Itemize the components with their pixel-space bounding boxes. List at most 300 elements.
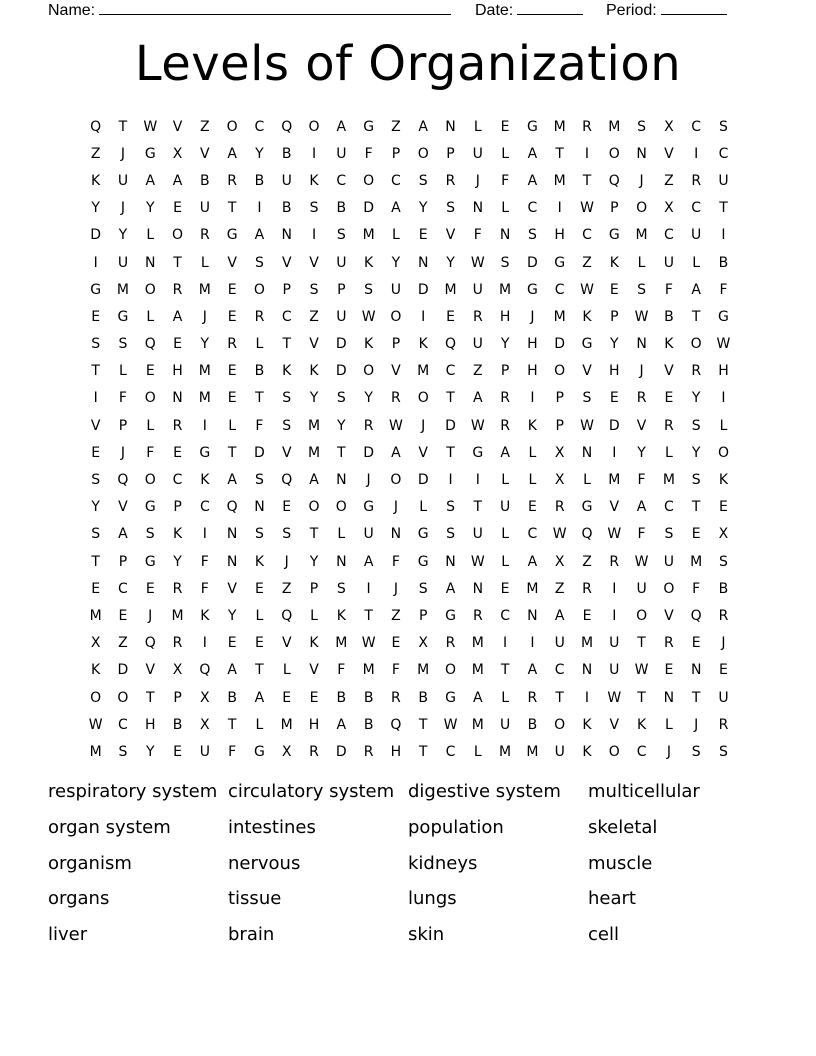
grid-letter[interactable]: R: [445, 635, 456, 652]
grid-letter[interactable]: Y: [200, 336, 210, 353]
grid-letter[interactable]: M: [553, 172, 566, 189]
grid-letter[interactable]: Y: [691, 390, 701, 407]
grid-letter[interactable]: X: [554, 553, 565, 570]
grid-letter[interactable]: D: [335, 336, 347, 353]
grid-letter[interactable]: C: [554, 281, 565, 298]
grid-letter[interactable]: X: [554, 472, 565, 489]
grid-letter[interactable]: K: [718, 472, 729, 489]
grid-letter[interactable]: I: [612, 607, 617, 624]
grid-letter[interactable]: L: [146, 308, 155, 325]
grid-letter[interactable]: L: [146, 417, 155, 434]
grid-letter[interactable]: O: [417, 145, 429, 162]
grid-letter[interactable]: R: [554, 499, 565, 516]
grid-letter[interactable]: E: [255, 635, 264, 652]
grid-letter[interactable]: V: [309, 254, 319, 271]
grid-letter[interactable]: J: [202, 308, 207, 325]
grid-letter[interactable]: D: [363, 200, 374, 217]
grid-letter[interactable]: D: [335, 743, 347, 760]
grid-letter[interactable]: P: [173, 499, 182, 516]
grid-letter[interactable]: Z: [90, 145, 101, 162]
grid-letter[interactable]: D: [254, 444, 265, 461]
name-blank[interactable]: [99, 0, 451, 15]
grid-letter[interactable]: T: [337, 444, 346, 461]
grid-letter[interactable]: V: [664, 607, 674, 624]
grid-letter[interactable]: H: [390, 743, 402, 760]
grid-letter[interactable]: W: [552, 526, 567, 543]
grid-letter[interactable]: M: [471, 635, 484, 652]
grid-letter[interactable]: V: [445, 227, 456, 244]
grid-letter[interactable]: Q: [444, 336, 457, 353]
grid-letter[interactable]: E: [527, 499, 537, 516]
grid-letter[interactable]: A: [227, 472, 237, 489]
grid-letter[interactable]: K: [309, 172, 319, 189]
grid-letter[interactable]: S: [91, 526, 101, 543]
grid-letter[interactable]: I: [557, 200, 562, 217]
period-blank[interactable]: [661, 0, 727, 15]
grid-letter[interactable]: R: [227, 172, 237, 189]
grid-letter[interactable]: L: [392, 227, 400, 244]
grid-letter[interactable]: S: [446, 200, 455, 217]
grid-letter[interactable]: C: [691, 118, 702, 135]
grid-letter[interactable]: P: [391, 145, 401, 162]
grid-letter[interactable]: P: [173, 689, 182, 706]
grid-letter[interactable]: W: [607, 689, 622, 706]
grid-letter[interactable]: O: [690, 336, 702, 353]
grid-letter[interactable]: Q: [117, 472, 129, 489]
grid-letter[interactable]: H: [499, 308, 511, 325]
grid-letter[interactable]: J: [120, 145, 126, 162]
grid-letter[interactable]: E: [418, 227, 428, 244]
grid-letter[interactable]: X: [200, 716, 210, 733]
grid-letter[interactable]: C: [636, 743, 647, 760]
grid-letter[interactable]: D: [417, 281, 429, 298]
grid-letter[interactable]: E: [609, 390, 619, 407]
grid-letter[interactable]: Q: [281, 472, 293, 489]
grid-letter[interactable]: N: [636, 145, 647, 162]
grid-letter[interactable]: Y: [173, 553, 182, 570]
grid-letter[interactable]: O: [308, 118, 320, 135]
grid-letter[interactable]: G: [144, 145, 156, 162]
grid-letter[interactable]: Z: [582, 254, 592, 271]
grid-letter[interactable]: Q: [281, 118, 293, 135]
grid-letter[interactable]: U: [609, 635, 620, 652]
grid-letter[interactable]: A: [554, 607, 565, 624]
grid-letter[interactable]: V: [172, 118, 183, 135]
grid-letter[interactable]: R: [199, 227, 210, 244]
grid-letter[interactable]: B: [281, 200, 292, 217]
grid-letter[interactable]: Z: [200, 118, 210, 135]
grid-letter[interactable]: H: [172, 363, 183, 380]
grid-letter[interactable]: N: [663, 689, 675, 706]
grid-letter[interactable]: N: [226, 553, 238, 570]
grid-letter[interactable]: F: [200, 580, 209, 597]
grid-letter[interactable]: S: [719, 118, 728, 135]
grid-letter[interactable]: S: [637, 118, 647, 135]
grid-letter[interactable]: J: [366, 472, 371, 489]
grid-letter[interactable]: P: [446, 145, 455, 162]
grid-letter[interactable]: U: [499, 716, 511, 733]
grid-letter[interactable]: R: [527, 689, 538, 706]
grid-letter[interactable]: T: [418, 716, 428, 733]
period-field[interactable]: [606, 0, 727, 20]
grid-letter[interactable]: U: [390, 281, 402, 298]
grid-letter[interactable]: G: [363, 499, 375, 516]
grid-letter[interactable]: I: [202, 417, 207, 434]
grid-letter[interactable]: K: [418, 336, 428, 353]
grid-letter[interactable]: T: [418, 743, 428, 760]
grid-letter[interactable]: W: [716, 336, 731, 353]
grid-letter[interactable]: A: [254, 227, 265, 244]
grid-letter[interactable]: A: [527, 553, 538, 570]
grid-letter[interactable]: M: [307, 417, 321, 434]
grid-letter[interactable]: W: [143, 118, 158, 135]
grid-letter[interactable]: O: [608, 743, 620, 760]
grid-letter[interactable]: X: [418, 635, 428, 652]
grid-letter[interactable]: C: [527, 526, 538, 543]
grid-letter[interactable]: M: [499, 743, 512, 760]
grid-letter[interactable]: Y: [446, 254, 455, 271]
grid-letter[interactable]: O: [390, 308, 402, 325]
grid-letter[interactable]: N: [581, 444, 593, 461]
grid-letter[interactable]: X: [664, 200, 674, 217]
grid-letter[interactable]: L: [146, 227, 155, 244]
grid-letter[interactable]: K: [254, 553, 265, 570]
grid-letter[interactable]: U: [336, 145, 347, 162]
grid-letter[interactable]: A: [336, 716, 347, 733]
grid-letter[interactable]: S: [282, 417, 292, 434]
grid-letter[interactable]: Y: [309, 390, 319, 407]
grid-letter[interactable]: L: [310, 607, 318, 624]
grid-letter[interactable]: R: [363, 743, 374, 760]
grid-letter[interactable]: T: [691, 689, 701, 706]
grid-letter[interactable]: T: [691, 499, 701, 516]
grid-letter[interactable]: J: [421, 417, 426, 434]
grid-letter[interactable]: G: [254, 743, 265, 760]
grid-letter[interactable]: J: [284, 553, 289, 570]
grid-letter[interactable]: R: [691, 172, 702, 189]
grid-letter[interactable]: M: [471, 716, 484, 733]
grid-letter[interactable]: P: [555, 390, 564, 407]
grid-letter[interactable]: V: [281, 254, 292, 271]
grid-letter[interactable]: V: [609, 716, 620, 733]
grid-letter[interactable]: N: [445, 553, 456, 570]
grid-letter[interactable]: K: [282, 363, 292, 380]
grid-letter[interactable]: J: [120, 444, 126, 461]
grid-letter[interactable]: B: [281, 145, 292, 162]
grid-letter[interactable]: U: [336, 254, 347, 271]
grid-letter[interactable]: O: [717, 444, 729, 461]
grid-letter[interactable]: V: [281, 444, 292, 461]
grid-letter[interactable]: E: [173, 200, 182, 217]
grid-letter[interactable]: F: [255, 417, 264, 434]
grid-letter[interactable]: T: [473, 499, 483, 516]
grid-letter[interactable]: B: [254, 363, 265, 380]
grid-letter[interactable]: G: [718, 308, 729, 325]
grid-letter[interactable]: M: [608, 118, 621, 135]
grid-letter[interactable]: Y: [391, 254, 401, 271]
grid-letter[interactable]: V: [145, 662, 156, 679]
grid-letter[interactable]: Z: [664, 172, 674, 189]
grid-letter[interactable]: N: [336, 553, 347, 570]
grid-letter[interactable]: Q: [281, 607, 293, 624]
grid-letter[interactable]: M: [635, 227, 648, 244]
grid-letter[interactable]: C: [582, 227, 592, 244]
grid-letter[interactable]: V: [391, 363, 401, 380]
grid-letter[interactable]: T: [282, 336, 291, 353]
grid-letter[interactable]: X: [718, 526, 729, 543]
grid-letter[interactable]: S: [500, 254, 510, 271]
grid-letter[interactable]: T: [173, 254, 182, 271]
grid-letter[interactable]: A: [309, 472, 319, 489]
grid-letter[interactable]: S: [282, 390, 292, 407]
grid-letter[interactable]: K: [582, 308, 592, 325]
grid-letter[interactable]: H: [718, 363, 729, 380]
grid-letter[interactable]: E: [91, 444, 101, 461]
grid-letter[interactable]: L: [637, 254, 646, 271]
grid-letter[interactable]: E: [145, 363, 155, 380]
grid-letter[interactable]: G: [472, 444, 484, 461]
grid-letter[interactable]: N: [472, 200, 484, 217]
grid-letter[interactable]: E: [173, 336, 182, 353]
grid-letter[interactable]: N: [390, 526, 402, 543]
grid-letter[interactable]: F: [473, 227, 482, 244]
grid-letter[interactable]: V: [90, 417, 101, 434]
grid-letter[interactable]: J: [639, 172, 644, 189]
grid-letter[interactable]: A: [336, 118, 347, 135]
grid-letter[interactable]: F: [719, 281, 728, 298]
grid-letter[interactable]: B: [336, 200, 347, 217]
grid-letter[interactable]: A: [473, 689, 483, 706]
grid-letter[interactable]: E: [719, 499, 728, 516]
grid-letter[interactable]: S: [145, 526, 155, 543]
grid-letter[interactable]: J: [393, 580, 398, 597]
grid-letter[interactable]: A: [145, 172, 156, 189]
grid-letter[interactable]: D: [90, 227, 102, 244]
grid-letter[interactable]: F: [637, 526, 646, 543]
grid-letter[interactable]: O: [90, 689, 102, 706]
grid-letter[interactable]: T: [227, 200, 237, 217]
grid-letter[interactable]: K: [582, 743, 592, 760]
grid-letter[interactable]: C: [663, 499, 674, 516]
grid-letter[interactable]: S: [336, 390, 346, 407]
grid-letter[interactable]: F: [337, 662, 346, 679]
grid-letter[interactable]: E: [255, 580, 264, 597]
grid-letter[interactable]: F: [391, 662, 400, 679]
grid-letter[interactable]: O: [144, 472, 156, 489]
grid-letter[interactable]: K: [200, 472, 210, 489]
grid-letter[interactable]: T: [637, 689, 646, 706]
grid-letter[interactable]: O: [417, 390, 429, 407]
grid-letter[interactable]: L: [419, 499, 428, 516]
grid-letter[interactable]: Y: [255, 145, 264, 162]
grid-letter[interactable]: A: [527, 145, 538, 162]
grid-letter[interactable]: T: [691, 308, 701, 325]
grid-letter[interactable]: O: [554, 716, 566, 733]
grid-letter[interactable]: W: [388, 417, 403, 434]
grid-letter[interactable]: M: [335, 635, 348, 652]
grid-letter[interactable]: S: [446, 526, 455, 543]
grid-letter[interactable]: O: [172, 227, 184, 244]
grid-letter[interactable]: L: [337, 526, 346, 543]
grid-letter[interactable]: O: [444, 662, 457, 679]
grid-letter[interactable]: V: [609, 499, 620, 516]
grid-letter[interactable]: M: [608, 472, 621, 489]
grid-letter[interactable]: F: [364, 145, 373, 162]
grid-letter[interactable]: U: [636, 580, 647, 597]
grid-letter[interactable]: G: [581, 499, 593, 516]
grid-letter[interactable]: E: [446, 308, 455, 325]
grid-letter[interactable]: N: [527, 607, 538, 624]
grid-letter[interactable]: A: [172, 172, 183, 189]
grid-letter[interactable]: W: [580, 200, 594, 217]
grid-letter[interactable]: I: [584, 689, 590, 706]
grid-letter[interactable]: M: [471, 662, 484, 679]
grid-letter[interactable]: E: [118, 607, 128, 624]
grid-letter[interactable]: T: [446, 444, 455, 461]
grid-letter[interactable]: I: [475, 472, 480, 489]
grid-letter[interactable]: O: [308, 499, 320, 516]
grid-letter[interactable]: M: [198, 363, 211, 380]
grid-letter[interactable]: C: [663, 227, 674, 244]
grid-letter[interactable]: S: [691, 472, 701, 489]
grid-letter[interactable]: J: [666, 743, 671, 760]
grid-letter[interactable]: R: [254, 308, 265, 325]
grid-letter[interactable]: L: [282, 662, 291, 679]
grid-letter[interactable]: Q: [90, 118, 102, 135]
grid-letter[interactable]: R: [500, 417, 510, 434]
grid-letter[interactable]: K: [309, 635, 319, 652]
grid-letter[interactable]: A: [418, 118, 428, 135]
grid-letter[interactable]: M: [89, 607, 102, 624]
grid-letter[interactable]: A: [473, 390, 483, 407]
date-blank[interactable]: [517, 0, 583, 15]
grid-letter[interactable]: C: [527, 200, 538, 217]
grid-letter[interactable]: A: [500, 444, 510, 461]
grid-letter[interactable]: R: [172, 281, 183, 298]
grid-letter[interactable]: Q: [608, 172, 620, 189]
grid-letter[interactable]: K: [172, 526, 183, 543]
grid-letter[interactable]: Q: [199, 662, 211, 679]
grid-letter[interactable]: V: [118, 499, 128, 516]
grid-letter[interactable]: I: [93, 254, 98, 271]
grid-letter[interactable]: F: [228, 743, 237, 760]
grid-letter[interactable]: U: [718, 172, 729, 189]
grid-letter[interactable]: R: [445, 172, 456, 189]
grid-letter[interactable]: W: [580, 417, 594, 434]
grid-letter[interactable]: I: [257, 200, 262, 217]
grid-letter[interactable]: A: [254, 689, 265, 706]
grid-letter[interactable]: V: [227, 254, 237, 271]
grid-letter[interactable]: D: [363, 444, 374, 461]
grid-letter[interactable]: M: [116, 281, 129, 298]
grid-letter[interactable]: L: [664, 444, 673, 461]
grid-letter[interactable]: V: [418, 444, 428, 461]
grid-letter[interactable]: I: [311, 227, 317, 244]
grid-letter[interactable]: M: [89, 743, 102, 760]
grid-letter[interactable]: X: [172, 662, 183, 679]
grid-letter[interactable]: I: [93, 390, 98, 407]
grid-letter[interactable]: G: [90, 281, 102, 298]
grid-letter[interactable]: E: [719, 662, 728, 679]
grid-letter[interactable]: R: [609, 553, 620, 570]
grid-letter[interactable]: R: [500, 390, 510, 407]
grid-letter[interactable]: U: [554, 743, 565, 760]
grid-letter[interactable]: M: [280, 716, 293, 733]
grid-letter[interactable]: R: [664, 635, 674, 652]
grid-letter[interactable]: N: [281, 227, 292, 244]
grid-letter[interactable]: K: [364, 254, 374, 271]
grid-letter[interactable]: M: [417, 363, 430, 380]
grid-letter[interactable]: T: [555, 689, 564, 706]
grid-letter[interactable]: Y: [91, 499, 100, 516]
grid-letter[interactable]: U: [691, 227, 702, 244]
grid-letter[interactable]: E: [391, 635, 401, 652]
grid-letter[interactable]: U: [472, 281, 483, 298]
grid-letter[interactable]: W: [88, 716, 103, 733]
grid-letter[interactable]: R: [636, 390, 647, 407]
grid-letter[interactable]: C: [172, 472, 183, 489]
grid-letter[interactable]: O: [363, 363, 375, 380]
grid-letter[interactable]: P: [337, 281, 346, 298]
grid-letter[interactable]: L: [664, 716, 673, 733]
grid-letter[interactable]: S: [719, 553, 728, 570]
grid-letter[interactable]: X: [90, 635, 101, 652]
grid-letter[interactable]: E: [227, 390, 237, 407]
grid-letter[interactable]: J: [393, 499, 398, 516]
grid-letter[interactable]: I: [721, 390, 726, 407]
grid-letter[interactable]: K: [609, 254, 619, 271]
grid-letter[interactable]: T: [500, 662, 510, 679]
grid-letter[interactable]: C: [554, 662, 565, 679]
grid-letter[interactable]: M: [526, 743, 539, 760]
grid-letter[interactable]: T: [227, 444, 237, 461]
grid-letter[interactable]: Z: [118, 635, 128, 652]
grid-letter[interactable]: E: [91, 580, 101, 597]
grid-letter[interactable]: V: [664, 363, 674, 380]
grid-letter[interactable]: U: [281, 172, 292, 189]
grid-letter[interactable]: S: [582, 390, 592, 407]
grid-letter[interactable]: D: [417, 472, 429, 489]
grid-letter[interactable]: G: [526, 118, 538, 135]
grid-letter[interactable]: E: [282, 689, 292, 706]
grid-letter[interactable]: U: [499, 499, 511, 516]
grid-letter[interactable]: E: [309, 689, 319, 706]
grid-letter[interactable]: U: [336, 308, 347, 325]
grid-letter[interactable]: A: [527, 662, 538, 679]
grid-letter[interactable]: B: [363, 689, 374, 706]
grid-letter[interactable]: N: [445, 118, 456, 135]
grid-letter[interactable]: Z: [391, 118, 401, 135]
grid-letter[interactable]: B: [227, 689, 237, 706]
grid-letter[interactable]: V: [227, 580, 237, 597]
grid-letter[interactable]: W: [580, 281, 594, 298]
grid-letter[interactable]: L: [119, 363, 127, 380]
grid-letter[interactable]: L: [528, 444, 537, 461]
grid-letter[interactable]: R: [582, 580, 592, 597]
grid-letter[interactable]: Y: [145, 200, 155, 217]
grid-letter[interactable]: E: [609, 281, 619, 298]
grid-letter[interactable]: H: [527, 363, 538, 380]
grid-letter[interactable]: A: [172, 308, 183, 325]
grid-letter[interactable]: Y: [145, 743, 155, 760]
grid-letter[interactable]: A: [363, 553, 374, 570]
grid-letter[interactable]: A: [391, 444, 401, 461]
grid-letter[interactable]: J: [120, 200, 126, 217]
grid-letter[interactable]: E: [691, 526, 701, 543]
grid-letter[interactable]: N: [690, 662, 702, 679]
grid-letter[interactable]: Z: [391, 607, 401, 624]
grid-letter[interactable]: V: [664, 145, 674, 162]
